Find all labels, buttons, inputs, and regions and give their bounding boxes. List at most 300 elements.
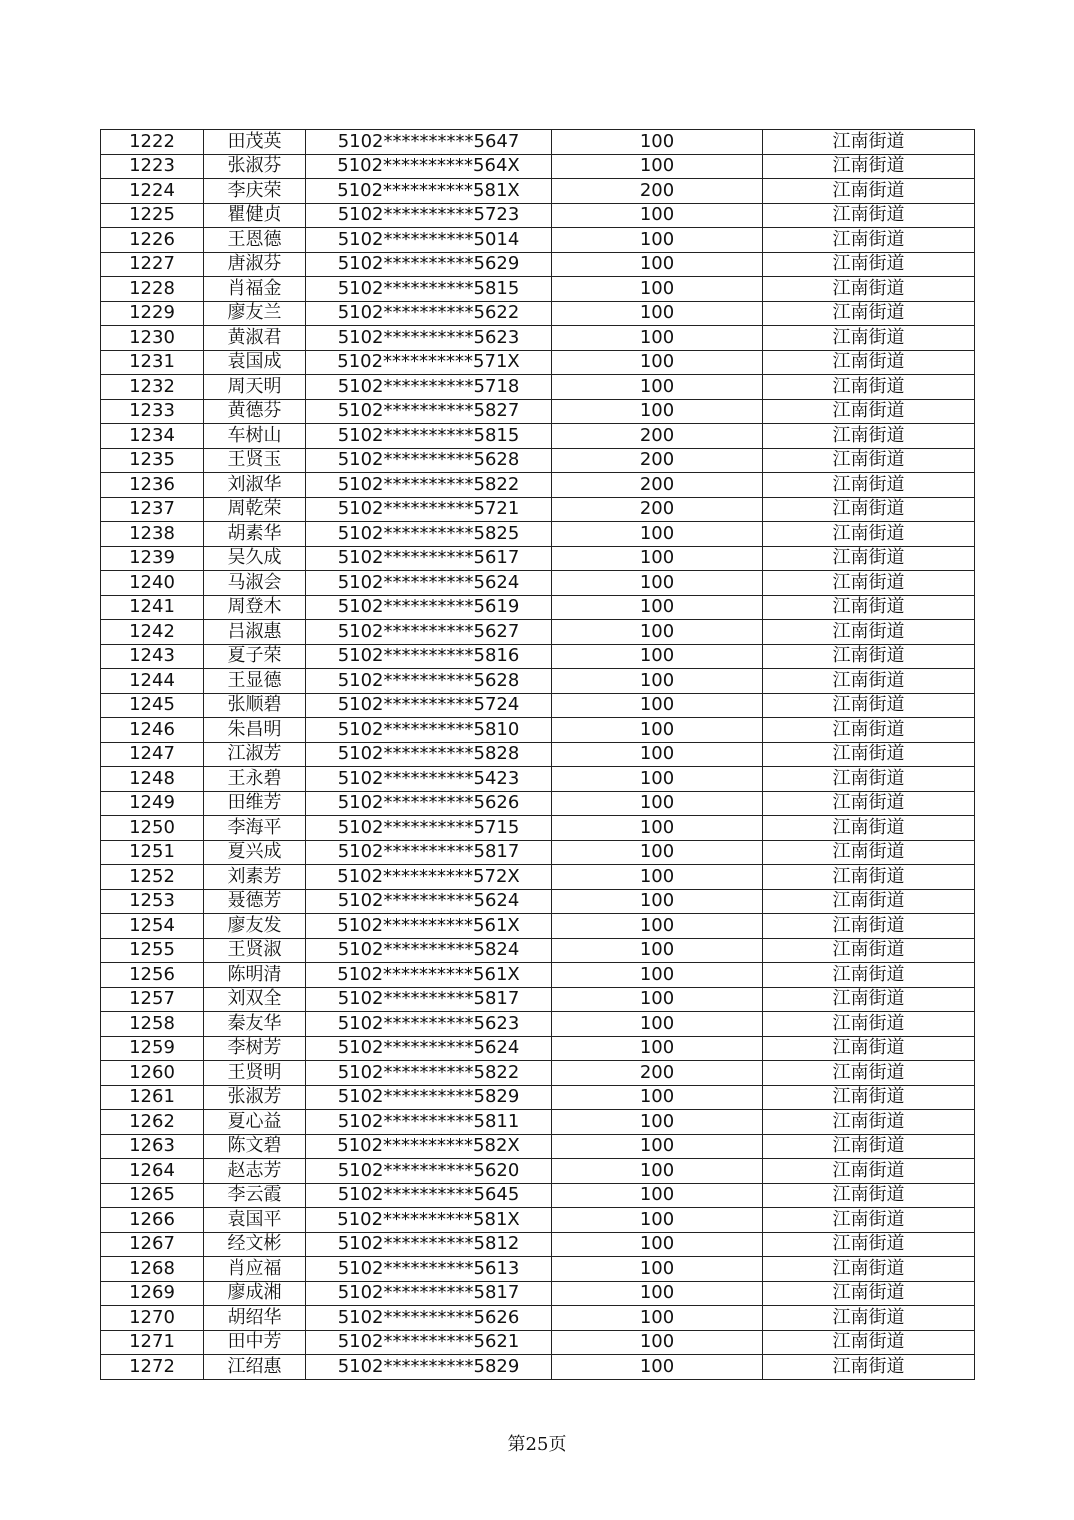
- amount-cell: 100: [552, 399, 763, 424]
- serial-number-cell: 1254: [101, 914, 204, 939]
- subdistrict-cell: 江南街道: [763, 644, 975, 669]
- serial-number-cell: 1251: [101, 840, 204, 865]
- serial-number-cell: 1249: [101, 791, 204, 816]
- id-number-cell: 5102**********5724: [306, 693, 552, 718]
- amount-cell: 100: [552, 1330, 763, 1355]
- serial-number-cell: 1227: [101, 252, 204, 277]
- name-cell: 王贤明: [204, 1061, 306, 1086]
- subdistrict-cell: 江南街道: [763, 1085, 975, 1110]
- id-number-cell: 5102**********5822: [306, 1061, 552, 1086]
- table-row: [101, 522, 975, 547]
- name-cell: 周登木: [204, 595, 306, 620]
- subdistrict-cell: 江南街道: [763, 742, 975, 767]
- amount-cell: 100: [552, 1281, 763, 1306]
- name-cell: 朱昌明: [204, 718, 306, 743]
- subdistrict-cell: 江南街道: [763, 791, 975, 816]
- table-row: [101, 938, 975, 963]
- id-number-cell: 5102**********561X: [306, 963, 552, 988]
- serial-number-cell: 1255: [101, 938, 204, 963]
- table-row: [101, 448, 975, 473]
- name-cell: 袁国成: [204, 350, 306, 375]
- table-row: [101, 1355, 975, 1380]
- name-cell: 袁国平: [204, 1208, 306, 1233]
- subdistrict-cell: 江南街道: [763, 1208, 975, 1233]
- serial-number-cell: 1260: [101, 1061, 204, 1086]
- table-row: [101, 497, 975, 522]
- table-row: [101, 1061, 975, 1086]
- id-number-cell: 5102**********5624: [306, 1036, 552, 1061]
- table-row: [101, 252, 975, 277]
- id-number-cell: 5102**********5816: [306, 644, 552, 669]
- name-cell: 李庆荣: [204, 179, 306, 204]
- table-row: [101, 742, 975, 767]
- amount-cell: 100: [552, 350, 763, 375]
- subdistrict-cell: 江南街道: [763, 375, 975, 400]
- table-row: [101, 399, 975, 424]
- serial-number-cell: 1263: [101, 1134, 204, 1159]
- id-number-cell: 5102**********5723: [306, 203, 552, 228]
- serial-number-cell: 1257: [101, 987, 204, 1012]
- table-row: [101, 1134, 975, 1159]
- serial-number-cell: 1264: [101, 1159, 204, 1184]
- amount-cell: 100: [552, 1183, 763, 1208]
- amount-cell: 200: [552, 179, 763, 204]
- subdistrict-cell: 江南街道: [763, 1183, 975, 1208]
- subdistrict-cell: 江南街道: [763, 448, 975, 473]
- name-cell: 张淑芳: [204, 1085, 306, 1110]
- amount-cell: 100: [552, 1208, 763, 1233]
- amount-cell: 100: [552, 522, 763, 547]
- table-row: [101, 669, 975, 694]
- amount-cell: 100: [552, 375, 763, 400]
- id-number-cell: 5102**********5815: [306, 424, 552, 449]
- subdistrict-cell: 江南街道: [763, 301, 975, 326]
- id-number-cell: 5102**********581X: [306, 179, 552, 204]
- subdistrict-cell: 江南街道: [763, 840, 975, 865]
- name-cell: 李树芳: [204, 1036, 306, 1061]
- serial-number-cell: 1243: [101, 644, 204, 669]
- table-row: [101, 644, 975, 669]
- amount-cell: 100: [552, 865, 763, 890]
- amount-cell: 200: [552, 424, 763, 449]
- amount-cell: 100: [552, 546, 763, 571]
- serial-number-cell: 1256: [101, 963, 204, 988]
- amount-cell: 100: [552, 693, 763, 718]
- id-number-cell: 5102**********5828: [306, 742, 552, 767]
- serial-number-cell: 1239: [101, 546, 204, 571]
- subdistrict-cell: 江南街道: [763, 595, 975, 620]
- table-row: [101, 375, 975, 400]
- serial-number-cell: 1248: [101, 767, 204, 792]
- table-row: [101, 546, 975, 571]
- id-number-cell: 5102**********5647: [306, 130, 552, 155]
- name-cell: 吕淑惠: [204, 620, 306, 645]
- table-row: [101, 571, 975, 596]
- amount-cell: 100: [552, 326, 763, 351]
- id-number-cell: 5102**********5815: [306, 277, 552, 302]
- name-cell: 张淑芬: [204, 154, 306, 179]
- id-number-cell: 5102**********572X: [306, 865, 552, 890]
- id-number-cell: 5102**********5626: [306, 1306, 552, 1331]
- serial-number-cell: 1272: [101, 1355, 204, 1380]
- subdistrict-cell: 江南街道: [763, 546, 975, 571]
- id-number-cell: 5102**********5627: [306, 620, 552, 645]
- subdistrict-cell: 江南街道: [763, 865, 975, 890]
- serial-number-cell: 1234: [101, 424, 204, 449]
- subdistrict-cell: 江南街道: [763, 522, 975, 547]
- subdistrict-cell: 江南街道: [763, 350, 975, 375]
- id-number-cell: 5102**********5715: [306, 816, 552, 841]
- amount-cell: 100: [552, 1085, 763, 1110]
- name-cell: 黄德芬: [204, 399, 306, 424]
- name-cell: 肖应福: [204, 1257, 306, 1282]
- table-row: [101, 1306, 975, 1331]
- serial-number-cell: 1222: [101, 130, 204, 155]
- name-cell: 夏兴成: [204, 840, 306, 865]
- subdistrict-cell: 江南街道: [763, 473, 975, 498]
- table-row: [101, 473, 975, 498]
- name-cell: 夏子荣: [204, 644, 306, 669]
- subdistrict-cell: 江南街道: [763, 424, 975, 449]
- subdistrict-cell: 江南街道: [763, 277, 975, 302]
- table-row: [101, 1281, 975, 1306]
- table-row: [101, 620, 975, 645]
- name-cell: 胡素华: [204, 522, 306, 547]
- serial-number-cell: 1250: [101, 816, 204, 841]
- serial-number-cell: 1231: [101, 350, 204, 375]
- name-cell: 廖友发: [204, 914, 306, 939]
- serial-number-cell: 1258: [101, 1012, 204, 1037]
- amount-cell: 100: [552, 571, 763, 596]
- amount-cell: 100: [552, 1012, 763, 1037]
- subdistrict-cell: 江南街道: [763, 399, 975, 424]
- table-row: [101, 1232, 975, 1257]
- id-number-cell: 5102**********5621: [306, 1330, 552, 1355]
- serial-number-cell: 1268: [101, 1257, 204, 1282]
- id-number-cell: 5102**********5822: [306, 473, 552, 498]
- name-cell: 黄淑君: [204, 326, 306, 351]
- id-number-cell: 5102**********5817: [306, 1281, 552, 1306]
- serial-number-cell: 1224: [101, 179, 204, 204]
- roster-table-body: [101, 130, 975, 1380]
- amount-cell: 100: [552, 277, 763, 302]
- subdistrict-cell: 江南街道: [763, 1134, 975, 1159]
- amount-cell: 100: [552, 791, 763, 816]
- subdistrict-cell: 江南街道: [763, 914, 975, 939]
- name-cell: 车树山: [204, 424, 306, 449]
- serial-number-cell: 1238: [101, 522, 204, 547]
- table-row: [101, 1110, 975, 1135]
- table-row: [101, 767, 975, 792]
- amount-cell: 100: [552, 669, 763, 694]
- table-row: [101, 1085, 975, 1110]
- serial-number-cell: 1225: [101, 203, 204, 228]
- name-cell: 聂德芳: [204, 889, 306, 914]
- name-cell: 秦友华: [204, 1012, 306, 1037]
- serial-number-cell: 1236: [101, 473, 204, 498]
- subdistrict-cell: 江南街道: [763, 669, 975, 694]
- id-number-cell: 5102**********5620: [306, 1159, 552, 1184]
- id-number-cell: 5102**********5810: [306, 718, 552, 743]
- name-cell: 经文彬: [204, 1232, 306, 1257]
- subdistrict-cell: 江南街道: [763, 1159, 975, 1184]
- subdistrict-cell: 江南街道: [763, 620, 975, 645]
- id-number-cell: 5102**********5624: [306, 889, 552, 914]
- table-row: [101, 277, 975, 302]
- id-number-cell: 5102**********5829: [306, 1355, 552, 1380]
- name-cell: 胡绍华: [204, 1306, 306, 1331]
- name-cell: 江绍惠: [204, 1355, 306, 1380]
- id-number-cell: 5102**********5623: [306, 326, 552, 351]
- table-row: [101, 1036, 975, 1061]
- table-row: [101, 1159, 975, 1184]
- amount-cell: 100: [552, 767, 763, 792]
- subdistrict-cell: 江南街道: [763, 203, 975, 228]
- amount-cell: 100: [552, 1134, 763, 1159]
- amount-cell: 100: [552, 718, 763, 743]
- id-number-cell: 5102**********5617: [306, 546, 552, 571]
- amount-cell: 100: [552, 1257, 763, 1282]
- subdistrict-cell: 江南街道: [763, 693, 975, 718]
- id-number-cell: 5102**********581X: [306, 1208, 552, 1233]
- table-row: [101, 914, 975, 939]
- id-number-cell: 5102**********5628: [306, 669, 552, 694]
- table-row: [101, 228, 975, 253]
- serial-number-cell: 1235: [101, 448, 204, 473]
- name-cell: 肖福金: [204, 277, 306, 302]
- table-row: [101, 595, 975, 620]
- name-cell: 赵志芳: [204, 1159, 306, 1184]
- name-cell: 李云霞: [204, 1183, 306, 1208]
- amount-cell: 100: [552, 301, 763, 326]
- name-cell: 廖友兰: [204, 301, 306, 326]
- table-row: [101, 693, 975, 718]
- serial-number-cell: 1233: [101, 399, 204, 424]
- amount-cell: 100: [552, 914, 763, 939]
- serial-number-cell: 1247: [101, 742, 204, 767]
- name-cell: 李海平: [204, 816, 306, 841]
- id-number-cell: 5102**********5619: [306, 595, 552, 620]
- subdistrict-cell: 江南街道: [763, 1036, 975, 1061]
- subdistrict-cell: 江南街道: [763, 154, 975, 179]
- serial-number-cell: 1267: [101, 1232, 204, 1257]
- amount-cell: 100: [552, 987, 763, 1012]
- subdistrict-cell: 江南街道: [763, 938, 975, 963]
- id-number-cell: 5102**********564X: [306, 154, 552, 179]
- amount-cell: 100: [552, 644, 763, 669]
- table-row: [101, 865, 975, 890]
- subdistrict-cell: 江南街道: [763, 179, 975, 204]
- id-number-cell: 5102**********5812: [306, 1232, 552, 1257]
- table-row: [101, 301, 975, 326]
- amount-cell: 100: [552, 1036, 763, 1061]
- amount-cell: 100: [552, 595, 763, 620]
- amount-cell: 200: [552, 448, 763, 473]
- serial-number-cell: 1245: [101, 693, 204, 718]
- id-number-cell: 5102**********5827: [306, 399, 552, 424]
- subdistrict-cell: 江南街道: [763, 228, 975, 253]
- page-number: 第25页: [507, 1434, 567, 1455]
- serial-number-cell: 1229: [101, 301, 204, 326]
- serial-number-cell: 1240: [101, 571, 204, 596]
- serial-number-cell: 1228: [101, 277, 204, 302]
- amount-cell: 100: [552, 1232, 763, 1257]
- table-row: [101, 963, 975, 988]
- subdistrict-cell: 江南街道: [763, 1306, 975, 1331]
- serial-number-cell: 1230: [101, 326, 204, 351]
- roster-table: [100, 129, 975, 1380]
- id-number-cell: 5102**********5829: [306, 1085, 552, 1110]
- subdistrict-cell: 江南街道: [763, 1110, 975, 1135]
- table-row: [101, 326, 975, 351]
- id-number-cell: 5102**********5817: [306, 840, 552, 865]
- serial-number-cell: 1242: [101, 620, 204, 645]
- amount-cell: 100: [552, 742, 763, 767]
- serial-number-cell: 1246: [101, 718, 204, 743]
- id-number-cell: 5102**********5613: [306, 1257, 552, 1282]
- serial-number-cell: 1271: [101, 1330, 204, 1355]
- name-cell: 田维芳: [204, 791, 306, 816]
- name-cell: 吴久成: [204, 546, 306, 571]
- subdistrict-cell: 江南街道: [763, 1012, 975, 1037]
- amount-cell: 100: [552, 203, 763, 228]
- serial-number-cell: 1262: [101, 1110, 204, 1135]
- name-cell: 陈文碧: [204, 1134, 306, 1159]
- id-number-cell: 5102**********5824: [306, 938, 552, 963]
- table-row: [101, 1208, 975, 1233]
- subdistrict-cell: 江南街道: [763, 571, 975, 596]
- name-cell: 王贤淑: [204, 938, 306, 963]
- subdistrict-cell: 江南街道: [763, 889, 975, 914]
- id-number-cell: 5102**********5629: [306, 252, 552, 277]
- table-row: [101, 816, 975, 841]
- amount-cell: 100: [552, 1159, 763, 1184]
- amount-cell: 100: [552, 963, 763, 988]
- name-cell: 廖成湘: [204, 1281, 306, 1306]
- subdistrict-cell: 江南街道: [763, 718, 975, 743]
- subdistrict-cell: 江南街道: [763, 1281, 975, 1306]
- amount-cell: 100: [552, 1110, 763, 1135]
- serial-number-cell: 1266: [101, 1208, 204, 1233]
- name-cell: 王贤玉: [204, 448, 306, 473]
- amount-cell: 100: [552, 840, 763, 865]
- id-number-cell: 5102**********5811: [306, 1110, 552, 1135]
- name-cell: 唐淑芬: [204, 252, 306, 277]
- serial-number-cell: 1259: [101, 1036, 204, 1061]
- amount-cell: 100: [552, 938, 763, 963]
- serial-number-cell: 1244: [101, 669, 204, 694]
- name-cell: 陈明清: [204, 963, 306, 988]
- table-row: [101, 424, 975, 449]
- amount-cell: 100: [552, 154, 763, 179]
- subdistrict-cell: 江南街道: [763, 130, 975, 155]
- subdistrict-cell: 江南街道: [763, 252, 975, 277]
- name-cell: 张顺碧: [204, 693, 306, 718]
- name-cell: 马淑会: [204, 571, 306, 596]
- id-number-cell: 5102**********5626: [306, 791, 552, 816]
- id-number-cell: 5102**********5423: [306, 767, 552, 792]
- table-row: [101, 1330, 975, 1355]
- subdistrict-cell: 江南街道: [763, 1355, 975, 1380]
- table-row: [101, 179, 975, 204]
- name-cell: 周天明: [204, 375, 306, 400]
- amount-cell: 200: [552, 473, 763, 498]
- table-row: [101, 987, 975, 1012]
- serial-number-cell: 1252: [101, 865, 204, 890]
- amount-cell: 100: [552, 816, 763, 841]
- id-number-cell: 5102**********5645: [306, 1183, 552, 1208]
- amount-cell: 100: [552, 252, 763, 277]
- name-cell: 田茂英: [204, 130, 306, 155]
- table-row: [101, 203, 975, 228]
- name-cell: 刘素芳: [204, 865, 306, 890]
- subdistrict-cell: 江南街道: [763, 497, 975, 522]
- serial-number-cell: 1270: [101, 1306, 204, 1331]
- serial-number-cell: 1232: [101, 375, 204, 400]
- name-cell: 刘双全: [204, 987, 306, 1012]
- amount-cell: 100: [552, 130, 763, 155]
- name-cell: 刘淑华: [204, 473, 306, 498]
- table-row: [101, 718, 975, 743]
- name-cell: 夏心益: [204, 1110, 306, 1135]
- subdistrict-cell: 江南街道: [763, 987, 975, 1012]
- amount-cell: 100: [552, 620, 763, 645]
- table-row: [101, 130, 975, 155]
- amount-cell: 100: [552, 1355, 763, 1380]
- name-cell: 周乾荣: [204, 497, 306, 522]
- id-number-cell: 5102**********5014: [306, 228, 552, 253]
- serial-number-cell: 1253: [101, 889, 204, 914]
- serial-number-cell: 1223: [101, 154, 204, 179]
- serial-number-cell: 1237: [101, 497, 204, 522]
- name-cell: 王永碧: [204, 767, 306, 792]
- serial-number-cell: 1226: [101, 228, 204, 253]
- id-number-cell: 5102**********5721: [306, 497, 552, 522]
- subdistrict-cell: 江南街道: [763, 1232, 975, 1257]
- name-cell: 王恩德: [204, 228, 306, 253]
- name-cell: 田中芳: [204, 1330, 306, 1355]
- amount-cell: 200: [552, 1061, 763, 1086]
- subdistrict-cell: 江南街道: [763, 1330, 975, 1355]
- table-row: [101, 1257, 975, 1282]
- table-row: [101, 791, 975, 816]
- id-number-cell: 5102**********5623: [306, 1012, 552, 1037]
- subdistrict-cell: 江南街道: [763, 963, 975, 988]
- name-cell: 江淑芳: [204, 742, 306, 767]
- amount-cell: 100: [552, 889, 763, 914]
- table-row: [101, 1012, 975, 1037]
- table-row: [101, 1183, 975, 1208]
- subdistrict-cell: 江南街道: [763, 326, 975, 351]
- table-row: [101, 350, 975, 375]
- name-cell: 瞿健贞: [204, 203, 306, 228]
- id-number-cell: 5102**********5628: [306, 448, 552, 473]
- subdistrict-cell: 江南街道: [763, 1061, 975, 1086]
- id-number-cell: 5102**********571X: [306, 350, 552, 375]
- id-number-cell: 5102**********5624: [306, 571, 552, 596]
- table-row: [101, 840, 975, 865]
- id-number-cell: 5102**********5622: [306, 301, 552, 326]
- serial-number-cell: 1265: [101, 1183, 204, 1208]
- name-cell: 王显德: [204, 669, 306, 694]
- id-number-cell: 5102**********5825: [306, 522, 552, 547]
- subdistrict-cell: 江南街道: [763, 816, 975, 841]
- table-row: [101, 889, 975, 914]
- serial-number-cell: 1269: [101, 1281, 204, 1306]
- serial-number-cell: 1261: [101, 1085, 204, 1110]
- serial-number-cell: 1241: [101, 595, 204, 620]
- id-number-cell: 5102**********5817: [306, 987, 552, 1012]
